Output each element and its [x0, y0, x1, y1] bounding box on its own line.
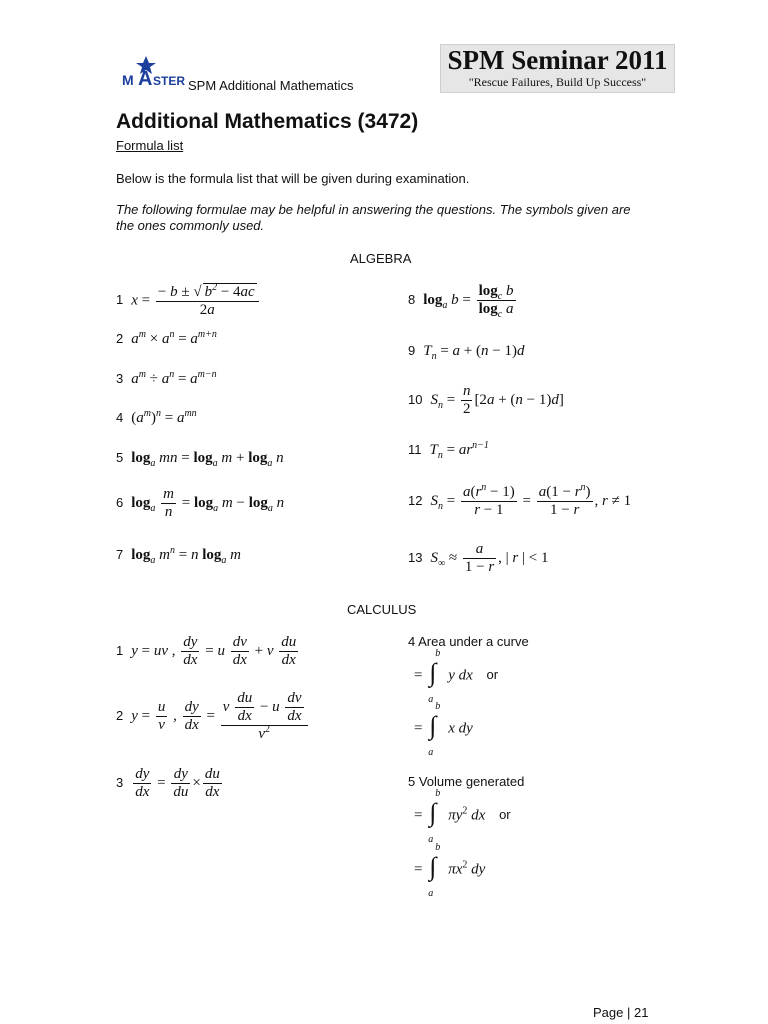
header-subject: SPM Additional Mathematics	[188, 78, 354, 93]
formula-index-multiply: 2 $a^m \times a^n = a^{m+n}$	[116, 329, 217, 347]
formula-gp-infinity: 13 $S_\infty$ ≈ $\frac{a}{1 - r}$ , | r | < 1	[408, 541, 549, 575]
svg-text:STER: STER	[153, 74, 186, 88]
integral-sign: ∫ b a	[428, 842, 441, 899]
integral-sign: ∫ b a	[428, 648, 441, 705]
formula-log-product: 5 $\log_a$ mn = $\log_a m + \log_a n$	[116, 450, 284, 469]
algebra-heading: ALGEBRA	[350, 251, 412, 266]
formula-volume-xdy: = ∫ b a $\pi x^2$ dy	[414, 842, 486, 899]
svg-text:A: A	[138, 68, 153, 88]
formula-index-power: 4 $(a^m)^n = a^{mn}$	[116, 408, 197, 426]
formula-gp-sum: 12 $S_n$ = $\frac{a(r^n - 1)}{r - 1}$ = $\frac{a(1 - r^n)}{1 - r}$ , r ≠ 1	[408, 482, 632, 518]
integral-sign: ∫ b a	[428, 701, 441, 758]
formula-gp-term: 11 $T_n = ar^{n-1}$	[408, 440, 489, 461]
intro-text: Below is the formula list that will be given during examination.	[116, 171, 470, 186]
formula-ap-term: 9 $T_n = a + (n - 1)d$	[408, 343, 525, 362]
formula-chain-rule: 3 $\frac{dy}{dx}$ = $\frac{dy}{du}$ × $\frac{du}{dx}$	[116, 766, 220, 800]
seminar-title: SPM Seminar 2011	[447, 45, 668, 75]
svg-text:M: M	[122, 72, 134, 88]
integral-sign: ∫ b a	[428, 788, 441, 845]
formula-product-rule: 1 y = uv , $\frac{dy}{dx}$ = u $\frac{dv}{dx}$ + v $\frac{du}{dx}$	[116, 634, 297, 668]
formula-log-quotient: 6 $\log_a$ $\frac{m}{n}$ = $\log_a m - \log_a n$	[116, 486, 285, 520]
formula-area-ydx: = ∫ b a y dx or	[414, 648, 499, 705]
volume-generated-label: 5 Volume generated	[408, 774, 525, 789]
seminar-tagline: "Rescue Failures, Build Up Success"	[468, 75, 647, 89]
seminar-banner	[440, 44, 675, 93]
page-subtitle: Formula list	[116, 138, 184, 153]
calculus-heading: CALCULUS	[347, 602, 417, 617]
page-number: Page | 21	[593, 1005, 649, 1020]
or-text: or	[486, 667, 499, 683]
formula-ap-sum: 10 $S_n$ = $\frac{n}{2}$ [2a + (n − 1)d]	[408, 383, 564, 417]
or-text: or	[499, 807, 511, 823]
area-under-curve-label: 4 Area under a curve	[408, 634, 529, 649]
formula-quadratic: 1 x = $\frac{- b \pm √ b^2 - 4ac}{2a}$	[116, 283, 261, 319]
note-text: The following formulae may be helpful in answering the questions. The symbols given are the ones commonly used.	[116, 202, 631, 233]
formula-volume-ydx: = ∫ b a $\pi y^2$ dx or	[414, 788, 511, 845]
page-title: Additional Mathematics (3472)	[116, 110, 419, 133]
formula-quotient-rule: 2 y = $\frac{u}{v}$ , $\frac{dy}{dx}$ = v $\frac{du}{dx}$ − u $\frac{dv}{dx}$ $v^2$	[116, 690, 310, 743]
master-logo	[118, 54, 188, 88]
formula-log-power: 7 $\log_a m^n = n$ $\log_a m$	[116, 545, 241, 566]
formula-index-divide: 3 $a^m \div a^n = a^{m-n}$	[116, 369, 217, 387]
formula-change-base: 8 $\log_a b$ = $\frac{\log_c b}{\log_c a}$	[408, 283, 514, 320]
formula-area-xdy: = ∫ b a x dy	[414, 701, 473, 758]
